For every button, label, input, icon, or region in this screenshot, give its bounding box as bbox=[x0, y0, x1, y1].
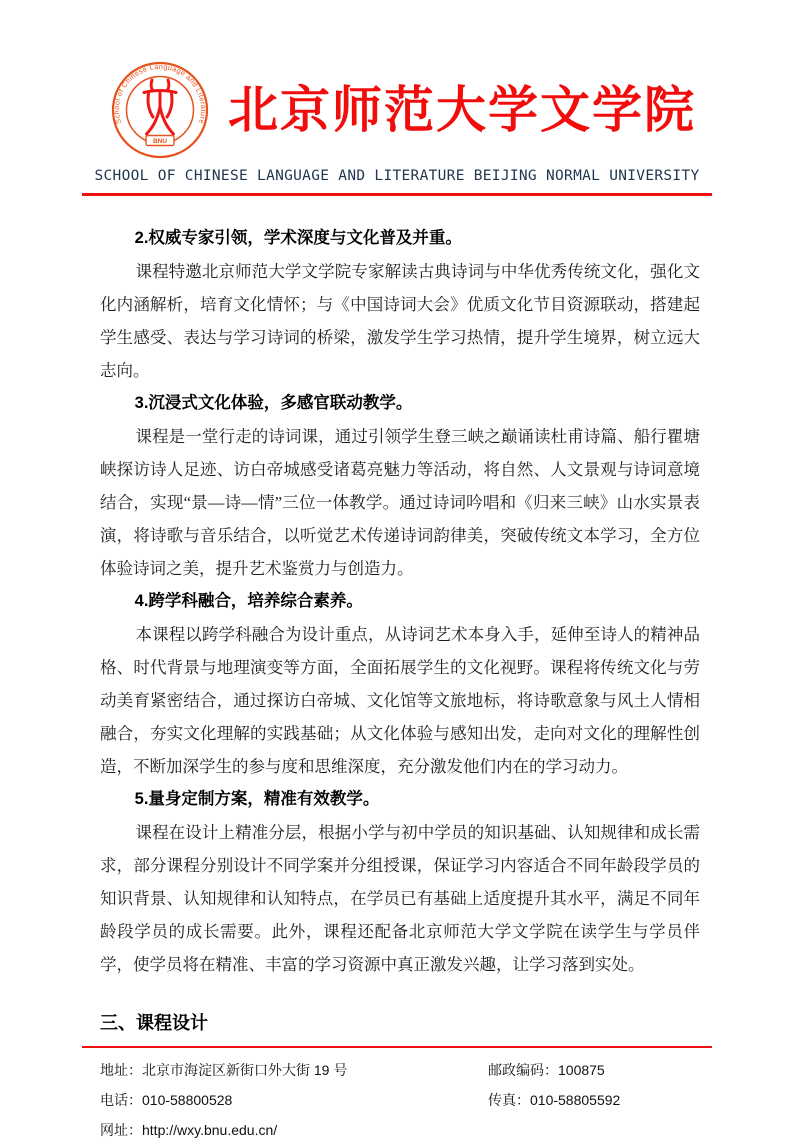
footer-row-phone bbox=[100, 1086, 700, 1116]
section-heading-5: 5.量身定制方案，精准有效教学。 bbox=[134, 790, 380, 808]
postcode-value: 100875 bbox=[558, 1062, 605, 1078]
school-title-english: SCHOOL OF CHINESE LANGUAGE AND LITERATURE BEIJING NORMAL UNIVERSITY bbox=[94, 168, 700, 184]
bnu-banner-label: BNU bbox=[152, 138, 168, 145]
website-value: http://wxy.bnu.edu.cn/ bbox=[142, 1122, 278, 1138]
address-label: 地址： bbox=[100, 1064, 142, 1079]
fax-label: 传真： bbox=[488, 1094, 530, 1109]
phone-value: 010-58800528 bbox=[142, 1092, 233, 1108]
logo-ring-text: School of Chinese Language and Literature bbox=[111, 61, 209, 126]
footer-divider-line bbox=[82, 1046, 712, 1048]
school-title-chinese: 北京师范大学文学院 bbox=[228, 81, 696, 138]
fax-value: 010-58805592 bbox=[530, 1092, 621, 1108]
section-paragraph-4: 本课程以跨学科融合为设计重点，从诗词艺术本身入手，延伸至诗人的精神品格、时代背景与地理演变等方面，全面拓展学生的文化视野。课程将传统文化与劳动美育紧密结合，通过探访白帝城、文化馆等文旅地标，将诗歌意象与风土人情相融合，夯实文化理解的实践基础；从文化体验与感知出发，走向对文化的理解性创造，不断加深学生的参与度和思维深度，充分激发他们内在的学习动力。 bbox=[100, 625, 700, 776]
letterhead bbox=[0, 0, 794, 160]
section-paragraph-5: 课程在设计上精准分层，根据小学与初中学员的知识基础、认知规律和成长需求，部分课程分别设计不同学案并分组授课，保证学习内容适合不同年龄段学员的知识背景、认知规律和认知特点，在学员已有基础上适度提升其水平，满足不同年龄段学员的成长需要。此外，课程还配备北京师范大学文学院在读学生与学员伴学，使学员将在精准、丰富的学习资源中真正激发兴趣，让学习落到实处。 bbox=[100, 823, 700, 974]
address-value: 北京市海淀区新街口外大街 19 号 bbox=[142, 1062, 348, 1078]
footer-contact-block bbox=[100, 1056, 700, 1146]
document-body bbox=[100, 222, 700, 981]
header-divider-line bbox=[82, 193, 712, 196]
logo-seal-icon bbox=[110, 60, 210, 160]
section-heading-2: 2.权威专家引领，学术深度与文化普及并重。 bbox=[134, 229, 462, 247]
postcode-label: 邮政编码： bbox=[488, 1064, 558, 1079]
bnu-school-logo bbox=[110, 60, 210, 160]
phone-label: 电话： bbox=[100, 1094, 142, 1109]
chapter-heading-course-design: 三、课程设计 bbox=[100, 1013, 208, 1033]
footer-row-website bbox=[100, 1116, 700, 1146]
website-label: 网址： bbox=[100, 1124, 142, 1139]
section-paragraph-2: 课程特邀北京师范大学文学院专家解读古典诗词与中华优秀传统文化，强化文化内涵解析，培育文化情怀；与《中国诗词大会》优质文化节目资源联动，搭建起学生感受、表达与学习诗词的桥梁，激发学生学习热情，提升学生境界，树立远大志向。 bbox=[100, 262, 700, 380]
section-heading-3: 3.沉浸式文化体验，多感官联动教学。 bbox=[134, 394, 413, 412]
section-paragraph-3: 课程是一堂行走的诗词课，通过引领学生登三峡之巅诵读杜甫诗篇、船行瞿塘峡探访诗人足迹、访白帝城感受诸葛亮魅力等活动，将自然、人文景观与诗词意境结合，实现“景—诗—情”三位一体教学。通过诗词吟唱和《归来三峡》山水实景表演，将诗歌与音乐结合，以听觉艺术传递诗词韵律美，突破传统文本学习，全方位体验诗词之美，提升艺术鉴赏力与创造力。 bbox=[100, 427, 700, 578]
section-heading-4: 4.跨学科融合，培养综合素养。 bbox=[134, 592, 363, 610]
bnu-banner bbox=[146, 136, 174, 146]
footer-row-address bbox=[100, 1056, 700, 1086]
